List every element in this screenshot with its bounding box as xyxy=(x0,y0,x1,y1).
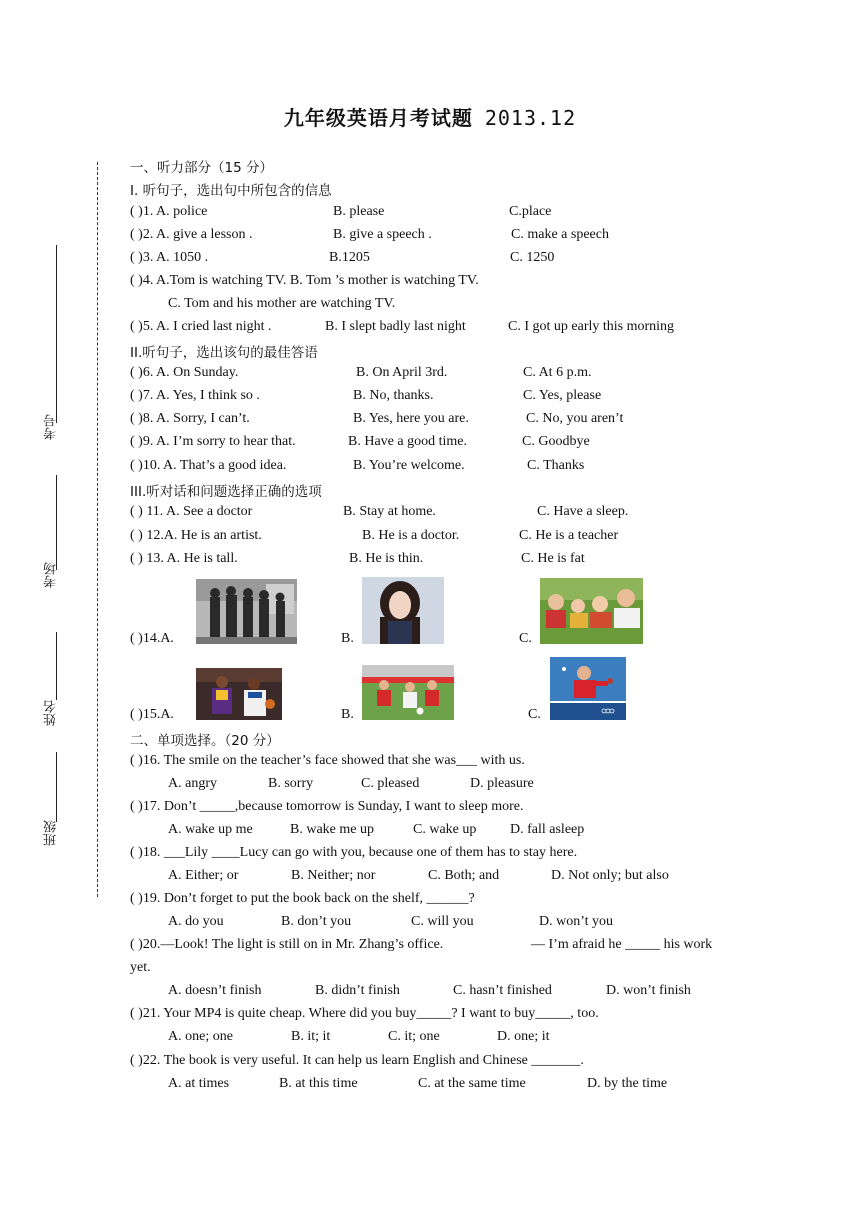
q1-option-b: B. please xyxy=(333,204,385,219)
name-line xyxy=(56,632,57,700)
exam-room-label: 考场 xyxy=(44,562,59,588)
q11-stem: ( ) 11. A. See a doctor xyxy=(130,504,253,519)
q4-stem: ( )4. A.Tom is watching TV. B. Tom ’s mother is watching TV. xyxy=(130,273,479,288)
q14-option-c: C. xyxy=(519,631,532,646)
q14-picture-b xyxy=(362,577,444,644)
exam-title-text: 九年级英语月考试题 xyxy=(283,106,473,130)
q22-option-c: C. at the same time xyxy=(418,1076,526,1091)
q5-stem: ( )5. A. I cried last night . xyxy=(130,319,272,334)
part3-header: III.听对话和问题选择正确的选项 xyxy=(130,484,322,500)
q19-option-c: C. will you xyxy=(411,914,474,929)
q1-option-c: C.place xyxy=(509,204,552,219)
q2-stem: ( )2. A. give a lesson . xyxy=(130,227,253,242)
q3-stem: ( )3. A. 1050 . xyxy=(130,250,209,265)
q11-option-b: B. Stay at home. xyxy=(343,504,436,519)
part2-header: II.听句子，选出该句的最佳答语 xyxy=(130,345,318,361)
q15-picture-c xyxy=(550,657,626,720)
q10-option-c: C. Thanks xyxy=(527,458,585,473)
q15-option-c: C. xyxy=(528,707,541,722)
q7-stem: ( )7. A. Yes, I think so . xyxy=(130,388,260,403)
q16-stem: ( )16. The smile on the teacher’s face showed that she was___ with us. xyxy=(130,753,525,768)
q15-picture-b xyxy=(362,665,454,720)
q17-option-a: A. wake up me xyxy=(168,822,253,837)
q3-option-b: B.1205 xyxy=(329,250,370,265)
q13-stem: ( ) 13. A. He is tall. xyxy=(130,551,238,566)
q20-option-c: C. hasn’t finished xyxy=(453,983,552,998)
q15-stem: ( )15.A. xyxy=(130,707,174,722)
q18-option-d: D. Not only; but also xyxy=(551,868,669,883)
q19-option-d: D. won’t you xyxy=(539,914,614,929)
q4-option-c: C. Tom and his mother are watching TV. xyxy=(168,296,396,311)
exam-date: 2013.12 xyxy=(484,106,577,130)
q18-option-b: B. Neither; nor xyxy=(291,868,376,883)
q17-option-b: B. wake me up xyxy=(290,822,374,837)
q5-option-b: B. I slept badly last night xyxy=(325,319,466,334)
q10-stem: ( )10. A. That’s a good idea. xyxy=(130,458,287,473)
q15-option-b: B. xyxy=(341,707,354,722)
q21-stem: ( )21. Your MP4 is quite cheap. Where did you buy_____? I want to buy_____, too. xyxy=(130,1006,599,1021)
q11-option-c: C. Have a sleep. xyxy=(537,504,629,519)
name-label: 姓名 xyxy=(44,700,59,726)
q18-option-c: C. Both; and xyxy=(428,868,500,883)
q9-stem: ( )9. A. I’m sorry to hear that. xyxy=(130,434,296,449)
q22-option-a: A. at times xyxy=(168,1076,230,1091)
q12-stem: ( ) 12.A. He is an artist. xyxy=(130,528,262,543)
q22-stem: ( )22. The book is very useful. It can help us learn English and Chinese _______. xyxy=(130,1053,584,1068)
q9-option-c: C. Goodbye xyxy=(522,434,590,449)
q21-option-a: A. one; one xyxy=(168,1029,233,1044)
binding-dashed-line xyxy=(97,162,98,897)
class-line xyxy=(56,752,57,822)
q6-option-c: C. At 6 p.m. xyxy=(523,365,592,380)
q13-option-c: C. He is fat xyxy=(521,551,585,566)
q8-option-c: C. No, you aren’t xyxy=(526,411,624,426)
q6-option-b: B. On April 3rd. xyxy=(356,365,448,380)
q13-option-b: B. He is thin. xyxy=(349,551,424,566)
q9-option-b: B. Have a good time. xyxy=(348,434,467,449)
q2-option-c: C. make a speech xyxy=(511,227,609,242)
q20-option-a: A. doesn’t finish xyxy=(168,983,262,998)
q2-option-b: B. give a speech . xyxy=(333,227,432,242)
q12-option-c: C. He is a teacher xyxy=(519,528,619,543)
listening-header: 一、听力部分（15 分） xyxy=(130,160,273,176)
q6-stem: ( )6. A. On Sunday. xyxy=(130,365,239,380)
q14-option-b: B. xyxy=(341,631,354,646)
q15-picture-a xyxy=(196,668,282,720)
q14-picture-a xyxy=(196,579,297,644)
q10-option-b: B. You’re welcome. xyxy=(353,458,465,473)
q8-stem: ( )8. A. Sorry, I can’t. xyxy=(130,411,250,426)
q19-option-b: B. don’t you xyxy=(281,914,352,929)
q12-option-b: B. He is a doctor. xyxy=(362,528,460,543)
q20-option-d: D. won’t finish xyxy=(606,983,691,998)
q8-option-b: B. Yes, here you are. xyxy=(353,411,469,426)
q16-option-b: B. sorry xyxy=(268,776,314,791)
choice-header: 二、单项选择。（20 分） xyxy=(130,733,280,749)
q20-stem: ( )20.—Look! The light is still on in Mr. Zhang’s office. xyxy=(130,937,444,952)
q22-option-d: D. by the time xyxy=(587,1076,668,1091)
q16-option-a: A. angry xyxy=(168,776,217,791)
q21-option-b: B. it; it xyxy=(291,1029,331,1044)
q17-option-d: D. fall asleep xyxy=(510,822,585,837)
q18-stem: ( )18. ___Lily ____Lucy can go with you, because one of them has to stay here. xyxy=(130,845,578,860)
q21-option-d: D. one; it xyxy=(497,1029,550,1044)
q22-option-b: B. at this time xyxy=(279,1076,358,1091)
class-label: 班级 xyxy=(44,820,59,846)
q17-stem: ( )17. Don’t _____,because tomorrow is Sunday, I want to sleep more. xyxy=(130,799,524,814)
q3-option-c: C. 1250 xyxy=(510,250,555,265)
q7-option-c: C. Yes, please xyxy=(523,388,602,403)
exam-no-label: 考号 xyxy=(44,414,59,440)
part1-header: I. 听句子，选出句中所包含的信息 xyxy=(130,183,332,199)
q20-continuation: yet. xyxy=(130,960,151,975)
q19-stem: ( )19. Don’t forget to put the book back on the shelf, ______? xyxy=(130,891,475,906)
q18-option-a: A. Either; or xyxy=(168,868,239,883)
q7-option-b: B. No, thanks. xyxy=(353,388,434,403)
q20-option-b: B. didn’t finish xyxy=(315,983,400,998)
q17-option-c: C. wake up xyxy=(413,822,477,837)
q19-option-a: A. do you xyxy=(168,914,224,929)
q20-stem-reply: — I’m afraid he _____ his work xyxy=(531,937,713,952)
q16-option-d: D. pleasure xyxy=(470,776,534,791)
q1-stem: ( )1. A. police xyxy=(130,204,208,219)
exam-no-line xyxy=(56,245,57,423)
exam-title xyxy=(0,102,860,131)
q14-picture-c xyxy=(540,578,643,644)
q14-stem: ( )14.A. xyxy=(130,631,174,646)
q21-option-c: C. it; one xyxy=(388,1029,440,1044)
q16-option-c: C. pleased xyxy=(361,776,420,791)
exam-room-line xyxy=(56,475,57,570)
q5-option-c: C. I got up early this morning xyxy=(508,319,675,334)
